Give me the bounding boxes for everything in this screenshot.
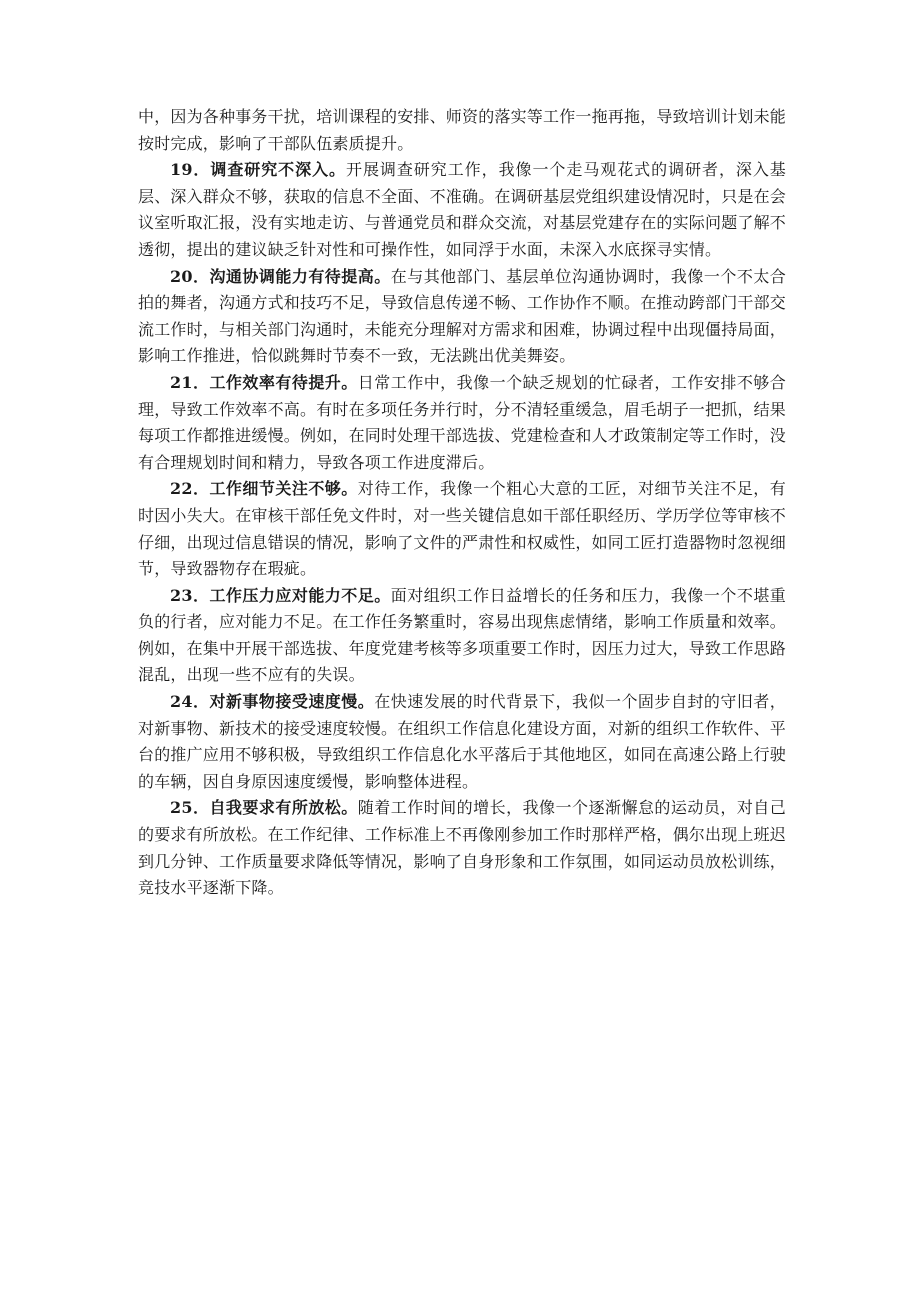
item-heading: 调查研究不深入。	[210, 160, 346, 180]
item-number: 20．	[170, 266, 210, 286]
item-number: 21．	[170, 372, 210, 392]
item-body: 随着工作时间的增长，我像一个逐渐懈怠的运动员，对自己的要求有所放松。在工作纪律、工作标准上不再像刚参加工作时那样严格，偶尔出现上班迟到几分钟、工作质量要求降低等情况，影响了自身形象和工作氛围，如同运动员放松训练，竞技水平逐渐下降。	[138, 798, 787, 898]
document-page	[138, 104, 786, 902]
item-body: 开展调查研究工作，我像一个走马观花式的调研者，深入基层、深入群众不够，获取的信息不全面、不准确。在调研基层党组织建设情况时，只是在会议室听取汇报，没有实地走访、与普通党员和群众交流，对基层党建存在的实际问题了解不透彻，提出的建议缺乏针对性和可操作性，如同浮于水面，未深入水底探寻实情。	[138, 160, 787, 259]
item-body: 在与其他部门、基层单位沟通协调时，我像一个不太合拍的舞者，沟通方式和技巧不足，导致信息传递不畅、工作协作不顺。在推动跨部门干部交流工作时，与相关部门沟通时，未能充分理解对方需求和困难，协调过程中出现僵持局面，影响工作推进，恰似跳舞时节奏不一致，无法跳出优美舞姿。	[138, 266, 787, 366]
item-19	[138, 157, 786, 263]
item-body: 对待工作，我像一个粗心大意的工匠，对细节关注不足，有时因小失大。在审核干部任免文件时，对一些关键信息如干部任职经历、学历学位等审核不仔细，出现过信息错误的情况，影响了文件的严肃性和权威性，如同工匠打造器物时忽视细节，导致器物存在瑕疵。	[138, 479, 787, 579]
continuation-paragraph: 中，因为各种事务干扰，培训课程的安排、师资的落实等工作一拖再拖，导致培训计划未能按时完成，影响了干部队伍素质提升。	[138, 107, 787, 153]
item-heading: 对新事物接受速度慢。	[209, 692, 375, 712]
item-number: 23．	[170, 585, 210, 605]
item-body: 面对组织工作日益增长的任务和压力，我像一个不堪重负的行者，应对能力不足。在工作任务繁重时，容易出现焦虑情绪，影响工作质量和效率。例如，在集中开展干部选拔、年度党建考核等多项重要工作时，因压力过大，导致工作思路混乱，出现一些不应有的失误。	[138, 585, 787, 685]
item-number: 19．	[170, 160, 211, 180]
item-number: 22．	[170, 479, 210, 499]
item-heading: 工作效率有待提升。	[209, 372, 358, 392]
item-heading: 自我要求有所放松。	[209, 798, 358, 818]
item-20	[138, 264, 786, 370]
item-number: 25．	[170, 798, 210, 818]
item-24	[138, 689, 786, 795]
item-23	[138, 583, 786, 689]
item-25	[138, 795, 786, 901]
item-heading: 工作压力应对能力不足。	[209, 585, 391, 605]
item-21	[138, 370, 786, 476]
item-heading: 沟通协调能力有待提高。	[209, 266, 391, 286]
item-body: 日常工作中，我像一个缺乏规划的忙碌者，工作安排不够合理，导致工作效率不高。有时在多项任务并行时，分不清轻重缓急，眉毛胡子一把抓，结果每项工作都推进缓慢。例如，在同时处理干部选拔、党建检查和人才政策制定等工作时，没有合理规划时间和精力，导致各项工作进度滞后。	[138, 372, 787, 472]
item-number: 24．	[170, 692, 210, 712]
item-body: 在快速发展的时代背景下，我似一个固步自封的守旧者，对新事物、新技术的接受速度较慢。在组织工作信息化建设方面，对新的组织工作软件、平台的推广应用不够积极，导致组织工作信息化水平落后于其他地区，如同在高速公路上行驶的车辆，因自身原因速度缓慢，影响整体进程。	[138, 692, 787, 791]
item-heading: 工作细节关注不够。	[209, 479, 358, 499]
item-22	[138, 476, 786, 582]
